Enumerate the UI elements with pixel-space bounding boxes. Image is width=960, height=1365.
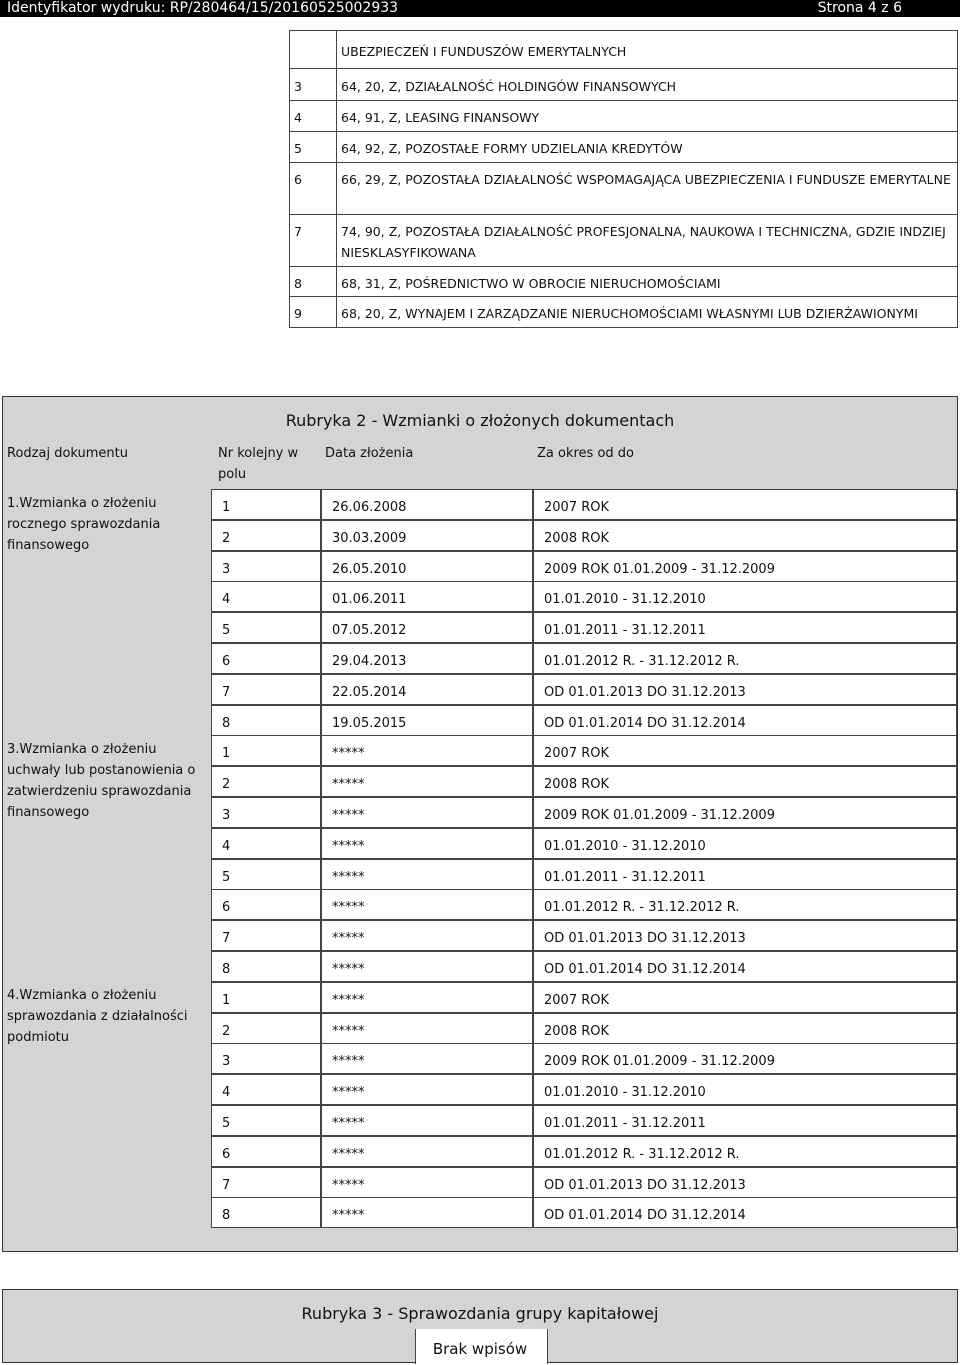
row-nr: 1 xyxy=(222,500,231,515)
pkd-text: 64, 91, Z, LEASING FINANSOWY xyxy=(337,101,958,132)
row-date: ***** xyxy=(332,931,365,946)
row-period: 01.01.2010 - 31.12.2010 xyxy=(544,592,706,607)
row-nr-cell xyxy=(211,1197,321,1228)
row-nr-cell xyxy=(211,797,321,828)
pkd-num: 4 xyxy=(290,101,337,132)
row-period: 01.01.2012 R. - 31.12.2012 R. xyxy=(544,900,740,915)
pkd-num: 7 xyxy=(290,215,337,267)
pkd-text: 68, 31, Z, POŚREDNICTWO W OBROCIE NIERUCHOMOŚCIAMI xyxy=(337,267,958,297)
pkd-num: 9 xyxy=(290,297,337,328)
row-period-cell xyxy=(533,520,957,551)
row-date-cell xyxy=(321,982,533,1013)
row-date: 22.05.2014 xyxy=(332,685,407,700)
doc-type-1: 1.Wzmianka o złożeniu rocznego sprawozdania finansowego xyxy=(7,496,161,553)
row-nr: 3 xyxy=(222,808,231,823)
row-date: ***** xyxy=(332,1116,365,1131)
pkd-text: 68, 20, Z, WYNAJEM I ZARZĄDZANIE NIERUCHOMOŚCIAMI WŁASNYMI LUB DZIERŻAWIONYMI xyxy=(337,297,958,328)
row-nr: 8 xyxy=(222,716,231,731)
row-period: 2009 ROK 01.01.2009 - 31.12.2009 xyxy=(544,808,775,823)
pkd-text: 66, 29, Z, POZOSTAŁA DZIAŁALNOŚĆ WSPOMAGAJĄCA UBEZPIECZENIA I FUNDUSZE EMERYTALNE xyxy=(337,163,958,215)
header-nr: Nr kolejny w polu xyxy=(218,446,299,482)
row-nr: 7 xyxy=(222,1178,231,1193)
pkd-text: 64, 92, Z, POZOSTAŁE FORMY UDZIELANIA KREDYTÓW xyxy=(337,132,958,163)
row-date-cell xyxy=(321,643,533,674)
row-nr-cell xyxy=(211,982,321,1013)
row-date: ***** xyxy=(332,1085,365,1100)
row-date: ***** xyxy=(332,962,365,977)
row-period: 01.01.2010 - 31.12.2010 xyxy=(544,839,706,854)
row-nr-cell xyxy=(211,859,321,890)
row-date-cell xyxy=(321,1043,533,1074)
row-date: 26.06.2008 xyxy=(332,500,407,515)
row-nr-cell xyxy=(211,643,321,674)
rubryka-2-title: Rubryka 2 - Wzmianki o złożonych dokumentach xyxy=(285,411,675,430)
row-period-cell xyxy=(533,982,957,1013)
row-nr: 3 xyxy=(222,562,231,577)
rubryka-3-title: Rubryka 3 - Sprawozdania grupy kapitałowej xyxy=(301,1304,659,1323)
header-data: Data złożenia xyxy=(325,446,414,461)
row-date: ***** xyxy=(332,870,365,885)
row-period-cell xyxy=(533,1105,957,1136)
row-period: OD 01.01.2013 DO 31.12.2013 xyxy=(544,1178,746,1193)
row-date-cell xyxy=(321,1074,533,1105)
row-date-cell xyxy=(321,489,533,520)
pkd-num: 3 xyxy=(290,69,337,101)
row-nr: 1 xyxy=(222,993,231,1008)
row-period: 01.01.2010 - 31.12.2010 xyxy=(544,1085,706,1100)
row-nr: 2 xyxy=(222,777,231,792)
pkd-text: UBEZPIECZEŃ I FUNDUSZÓW EMERYTALNYCH xyxy=(337,31,958,69)
row-period-cell xyxy=(533,1136,957,1167)
row-date: ***** xyxy=(332,777,365,792)
row-period-cell xyxy=(533,766,957,797)
row-date: ***** xyxy=(332,1178,365,1193)
row-date-cell xyxy=(321,889,533,920)
row-date: ***** xyxy=(332,1208,365,1223)
row-period: 01.01.2011 - 31.12.2011 xyxy=(544,1116,706,1131)
row-date-cell xyxy=(321,1167,533,1198)
row-date-cell xyxy=(321,828,533,859)
row-period: 2008 ROK xyxy=(544,531,610,546)
row-period: OD 01.01.2014 DO 31.12.2014 xyxy=(544,716,746,731)
row-date-cell xyxy=(321,705,533,736)
row-period: 2007 ROK xyxy=(544,993,610,1008)
rubryka-2-section xyxy=(2,396,958,1252)
row-nr: 5 xyxy=(222,623,231,638)
row-date-cell xyxy=(321,581,533,612)
row-date: ***** xyxy=(332,746,365,761)
row-date: ***** xyxy=(332,1024,365,1039)
row-nr-cell xyxy=(211,705,321,736)
row-period: 2008 ROK xyxy=(544,777,610,792)
row-period-cell xyxy=(533,828,957,859)
row-period-cell xyxy=(533,1197,957,1228)
row-nr: 8 xyxy=(222,1208,231,1223)
row-period-cell xyxy=(533,705,957,736)
row-nr: 1 xyxy=(222,746,231,761)
row-nr-cell xyxy=(211,1074,321,1105)
row-period: 2009 ROK 01.01.2009 - 31.12.2009 xyxy=(544,1054,775,1069)
row-nr-cell xyxy=(211,735,321,766)
row-nr-cell xyxy=(211,1043,321,1074)
print-identifier: Identyfikator wydruku: RP/280464/15/20160525002933 xyxy=(7,0,399,16)
pkd-text: 74, 90, Z, POZOSTAŁA DZIAŁALNOŚĆ PROFESJONALNA, NAUKOWA I TECHNICZNA, GDZIE INDZIEJ NIESKLASYFIKOWANA xyxy=(337,215,958,267)
header-rodzaj: Rodzaj dokumentu xyxy=(7,446,128,461)
row-period-cell xyxy=(533,1043,957,1074)
row-nr: 6 xyxy=(222,654,231,669)
row-date-cell xyxy=(321,735,533,766)
row-nr-cell xyxy=(211,1105,321,1136)
row-nr: 4 xyxy=(222,592,231,607)
row-date-cell xyxy=(321,920,533,951)
row-nr-cell xyxy=(211,951,321,982)
row-nr-cell xyxy=(211,551,321,582)
print-header-bar xyxy=(0,0,960,17)
row-date-cell xyxy=(321,612,533,643)
row-date-cell xyxy=(321,1136,533,1167)
row-date-cell xyxy=(321,1013,533,1044)
row-period-cell xyxy=(533,797,957,828)
row-nr-cell xyxy=(211,581,321,612)
pkd-text: 64, 20, Z, DZIAŁALNOŚĆ HOLDINGÓW FINANSOWYCH xyxy=(337,69,958,101)
row-period-cell xyxy=(533,1074,957,1105)
doc-type-3: 3.Wzmianka o złożeniu uchwały lub postanowienia o zatwierdzeniu sprawozdania finansowego xyxy=(7,742,196,820)
row-nr-cell xyxy=(211,1013,321,1044)
row-nr-cell xyxy=(211,828,321,859)
row-date: 07.05.2012 xyxy=(332,623,407,638)
row-period: 2007 ROK xyxy=(544,746,610,761)
row-nr: 6 xyxy=(222,900,231,915)
row-nr: 4 xyxy=(222,1085,231,1100)
no-entries-text: Brak wpisów xyxy=(432,1340,528,1358)
row-date-cell xyxy=(321,520,533,551)
row-date: 01.06.2011 xyxy=(332,592,407,607)
header-okres: Za okres od do xyxy=(537,446,634,461)
row-date-cell xyxy=(321,674,533,705)
row-nr-cell xyxy=(211,1136,321,1167)
doc-type-4: 4.Wzmianka o złożeniu sprawozdania z działalności podmiotu xyxy=(7,988,188,1045)
row-nr: 2 xyxy=(222,531,231,546)
row-period: 01.01.2012 R. - 31.12.2012 R. xyxy=(544,1147,740,1162)
row-date: ***** xyxy=(332,1147,365,1162)
row-nr-cell xyxy=(211,889,321,920)
row-nr-cell xyxy=(211,766,321,797)
row-period-cell xyxy=(533,489,957,520)
pkd-num: 6 xyxy=(290,163,337,215)
row-nr: 2 xyxy=(222,1024,231,1039)
pkd-activity-table xyxy=(289,30,958,328)
row-period-cell xyxy=(533,1167,957,1198)
row-period: 2007 ROK xyxy=(544,500,610,515)
row-period: 2009 ROK 01.01.2009 - 31.12.2009 xyxy=(544,562,775,577)
pkd-num: 8 xyxy=(290,267,337,297)
row-period-cell xyxy=(533,581,957,612)
row-period-cell xyxy=(533,735,957,766)
row-date: ***** xyxy=(332,808,365,823)
row-period-cell xyxy=(533,674,957,705)
row-nr: 5 xyxy=(222,870,231,885)
row-date: 19.05.2015 xyxy=(332,716,407,731)
row-date-cell xyxy=(321,797,533,828)
row-period-cell xyxy=(533,920,957,951)
row-nr-cell xyxy=(211,674,321,705)
row-nr: 3 xyxy=(222,1054,231,1069)
row-period-cell xyxy=(533,951,957,982)
row-nr-cell xyxy=(211,489,321,520)
row-date-cell xyxy=(321,1197,533,1228)
row-date-cell xyxy=(321,766,533,797)
row-period: 2008 ROK xyxy=(544,1024,610,1039)
row-nr: 7 xyxy=(222,685,231,700)
row-nr-cell xyxy=(211,920,321,951)
row-nr-cell xyxy=(211,612,321,643)
row-nr: 4 xyxy=(222,839,231,854)
row-period-cell xyxy=(533,859,957,890)
row-nr-cell xyxy=(211,520,321,551)
row-date: ***** xyxy=(332,900,365,915)
row-nr: 8 xyxy=(222,962,231,977)
row-date: 29.04.2013 xyxy=(332,654,407,669)
row-period: 01.01.2012 R. - 31.12.2012 R. xyxy=(544,654,740,669)
row-period-cell xyxy=(533,643,957,674)
row-date-cell xyxy=(321,859,533,890)
pkd-num: 5 xyxy=(290,132,337,163)
row-period-cell xyxy=(533,1013,957,1044)
row-date: ***** xyxy=(332,1054,365,1069)
row-period: OD 01.01.2014 DO 31.12.2014 xyxy=(544,962,746,977)
row-period-cell xyxy=(533,551,957,582)
row-date-cell xyxy=(321,551,533,582)
row-period: OD 01.01.2013 DO 31.12.2013 xyxy=(544,685,746,700)
row-period: OD 01.01.2014 DO 31.12.2014 xyxy=(544,1208,746,1223)
row-nr: 5 xyxy=(222,1116,231,1131)
row-date: 26.05.2010 xyxy=(332,562,407,577)
row-period-cell xyxy=(533,889,957,920)
row-date: 30.03.2009 xyxy=(332,531,407,546)
row-nr: 7 xyxy=(222,931,231,946)
row-nr-cell xyxy=(211,1167,321,1198)
page-number: Strona 4 z 6 xyxy=(817,0,902,16)
row-date: ***** xyxy=(332,839,365,854)
row-period: 01.01.2011 - 31.12.2011 xyxy=(544,870,706,885)
row-date-cell xyxy=(321,1105,533,1136)
row-period: OD 01.01.2013 DO 31.12.2013 xyxy=(544,931,746,946)
row-date: ***** xyxy=(332,993,365,1008)
pkd-num xyxy=(290,31,337,69)
row-period-cell xyxy=(533,612,957,643)
row-period: 01.01.2011 - 31.12.2011 xyxy=(544,623,706,638)
row-date-cell xyxy=(321,951,533,982)
rubryka-3-section xyxy=(2,1289,958,1363)
row-nr: 6 xyxy=(222,1147,231,1162)
